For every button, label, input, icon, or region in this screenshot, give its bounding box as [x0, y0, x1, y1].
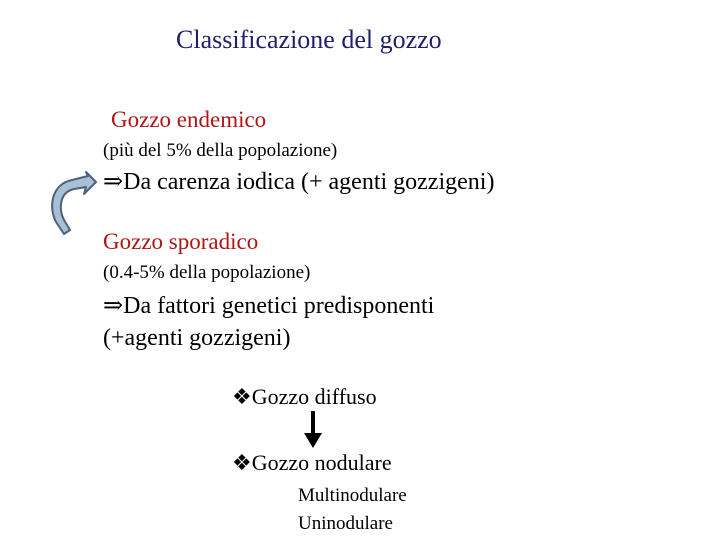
down-arrow-icon	[303, 411, 323, 449]
endemic-cause	[103, 170, 494, 194]
page-title: Classificazione del gozzo	[176, 25, 442, 54]
nodular-goiter-label: Gozzo nodulare	[251, 450, 392, 475]
curved-arrow-icon	[42, 168, 98, 238]
sporadic-cause-line2: (+agenti gozzigeni)	[103, 325, 291, 351]
sporadic-cause-text: Da fattori genetici predisponenti	[123, 293, 435, 319]
uninodular-label: Uninodulare	[298, 513, 393, 534]
multinodular-label: Multinodulare	[298, 485, 407, 506]
implies-symbol: ⇒	[103, 169, 124, 195]
sporadic-cause	[103, 294, 434, 318]
implies-symbol: ⇒	[103, 293, 124, 319]
diffuse-goiter-label: Gozzo diffuso	[251, 384, 377, 409]
endemic-cause-text: Da carenza iodica (+ agenti gozzigeni)	[123, 169, 495, 195]
diffuse-goiter-item	[232, 386, 377, 408]
sporadic-prevalence: (0.4-5% della popolazione)	[103, 262, 311, 283]
diamond-bullet-icon: ❖	[232, 450, 252, 475]
diamond-bullet-icon: ❖	[232, 384, 252, 409]
endemic-goiter-heading: Gozzo endemico	[111, 107, 267, 132]
endemic-prevalence: (più del 5% della popolazione)	[103, 140, 338, 161]
sporadic-goiter-heading: Gozzo sporadico	[103, 229, 259, 254]
nodular-goiter-item	[232, 452, 392, 474]
